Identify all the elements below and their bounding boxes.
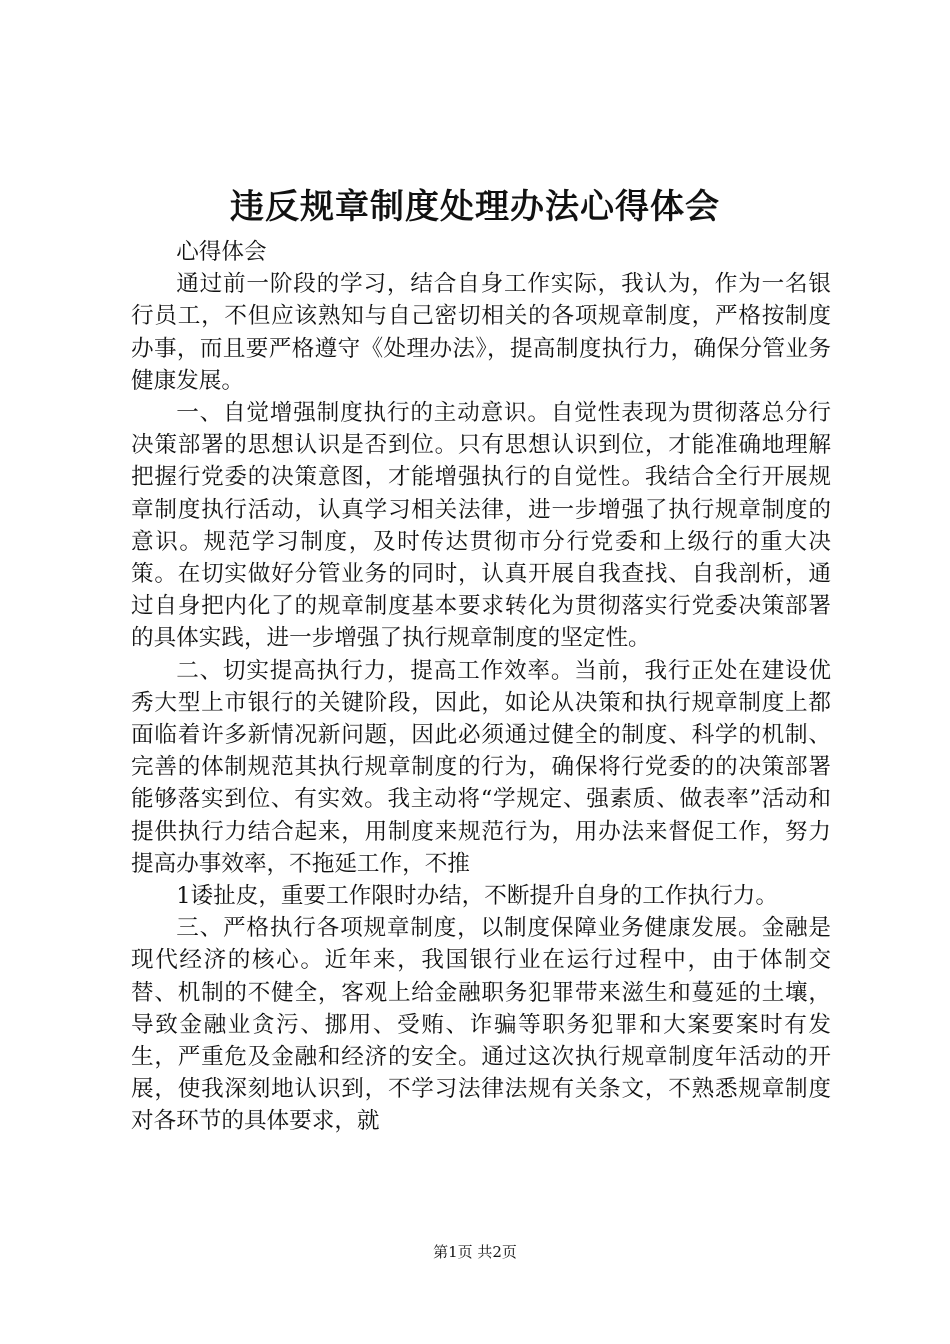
paragraph-section-3: 三、严格执行各项规章制度，以制度保障业务健康发展。金融是现代经济的核心。近年来，我国银行业在运行过程中，由于体制交替、机制的不健全，客观上给金融职务犯罪带来滋生和蔓延的土壤，导致金融业贪污、挪用、受贿、诈骗等职务犯罪和大案要案时有发生，严重危及金融和经济的安全。通过这次执行规章制度年活动的开展，使我深刻地认识到，不学习法律法规有关条文，不熟悉规章制度对各环节的具体要求，就 (131, 915, 831, 1135)
document-body (131, 236, 831, 1138)
paragraph-section-2: 二、切实提高执行力，提高工作效率。当前，我行正处在建设优秀大型上市银行的关键阶段，因此，如论从决策和执行规章制度上都面临着许多新情况新问题，因此必须通过健全的制度、科学的机制、完善的体制规范其执行规章制度的行为，确保将行党委的的决策部署能够落实到位、有实效。我主动将“学规定、强素质、做表率”活动和提供执行力结合起来，用制度来规范行为，用办法来督促工作，努力提高办事效率，不拖延工作，不推 (131, 657, 831, 877)
paragraph-intro: 通过前一阶段的学习，结合自身工作实际，我认为，作为一名银行员工，不但应该熟知与自己密切相关的各项规章制度，严格按制度办事，而且要严格遵守《处理办法》，提高制度执行力，确保分管业务健康发展。 (131, 271, 831, 394)
document-title: 违反规章制度处理办法心得体会 (230, 187, 720, 227)
page-footer: 第1页 共2页 (433, 1243, 517, 1261)
paragraph-continuation: 1诿扯皮，重要工作限时办结，不断提升自身的工作执行力。 (176, 883, 778, 910)
paragraph-section-1: 一、自觉增强制度执行的主动意识。自觉性表现为贯彻落总分行决策部署的思想认识是否到位。只有思想认识到位，才能准确地理解把握行党委的决策意图，才能增强执行的自觉性。我结合全行开展规章制度执行活动，认真学习相关法律，进一步增强了执行规章制度的意识。规范学习制度，及时传达贯彻市分行党委和上级行的重大决策。在切实做好分管业务的同时，认真开展自我查找、自我剖析，通过自身把内化了的规章制度基本要求转化为贯彻落实行党委决策部署的具体实践，进一步增强了执行规章制度的坚定性。 (131, 400, 831, 652)
paragraph-label: 心得体会 (176, 239, 267, 265)
